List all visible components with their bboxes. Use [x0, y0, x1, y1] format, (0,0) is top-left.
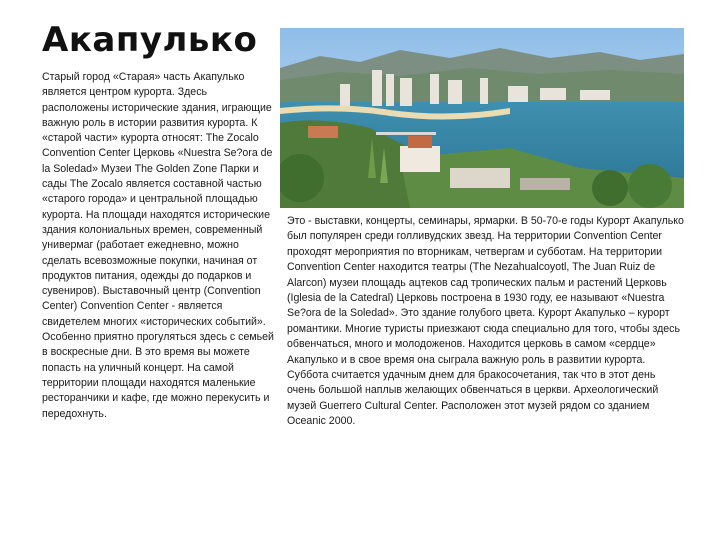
- right-text-column: Это - выставки, концерты, семинары, ярмарки. В 50-70-е годы Курорт Акапулько был популярен среди голливудских звезд. На территории Convention Center проходят мероприятия по вторникам, четвергам и субботам. На территории Convention Center находится театры (The Nezahualcoyotl, The Juan Ruiz de Alarcon) музеи площадь ацтеков сад тропических пальм и растений Церковь (Iglesia de la Catedral) Церковь построена в 1930 году, ее называют «Nuestra Se?ora de la Soledad». Это здание голубого цвета. Курорт Акапулько – курорт романтики. Многие туристы приезжают сюда специально для того, чтобы здесь обвенчаться, много и молодоженов. Находится церковь в самом «сердце» Акапулько и в свое время она сыграла важную роль в развитии курорта. Суббота считается удачным днем для бракосочетания, так что в этот день очень большой наплыв желающих обвенчаться в церкви. Археологический музей Guerrero Cultural Center. Расположен этот музей рядом со зданием Oceanic 2000.: [287, 215, 684, 428]
- acapulco-bay-photo: [280, 28, 684, 208]
- bay-photo-graphic: [280, 28, 684, 208]
- slide-title: Акапулько: [42, 20, 258, 60]
- left-text-column: Старый город «Старая» часть Акапулько является центром курорта. Здесь расположены исторические здания, играющие важную роль в истории развития курорта. К «старой части» курорта относят: The Zocalo Convention Center Церковь «Nuestra Se?ora de la Soledad» Музеи The Golden Zone Парки и сады The Zocalo является составной частью «старого города» и центральной площадью курорта. На площади находятся исторические здания колониальных времен, современный универмаг (работает ежедневно, можно сделать всевозможные покупки, начиная от продуктов питания, одежды до подарков и сувениров). Выставочный центр (Convention Center) Convention Center - является свидетелем многих «исторических событий». Особенно приятно прогуляться здесь с семьей в воскресные дни. В это время вы можете попасть на уличный концерт. На самой территории площади находятся маленькие ресторанчики и кафе, где можно перекусить и передохнуть.: [42, 71, 274, 420]
